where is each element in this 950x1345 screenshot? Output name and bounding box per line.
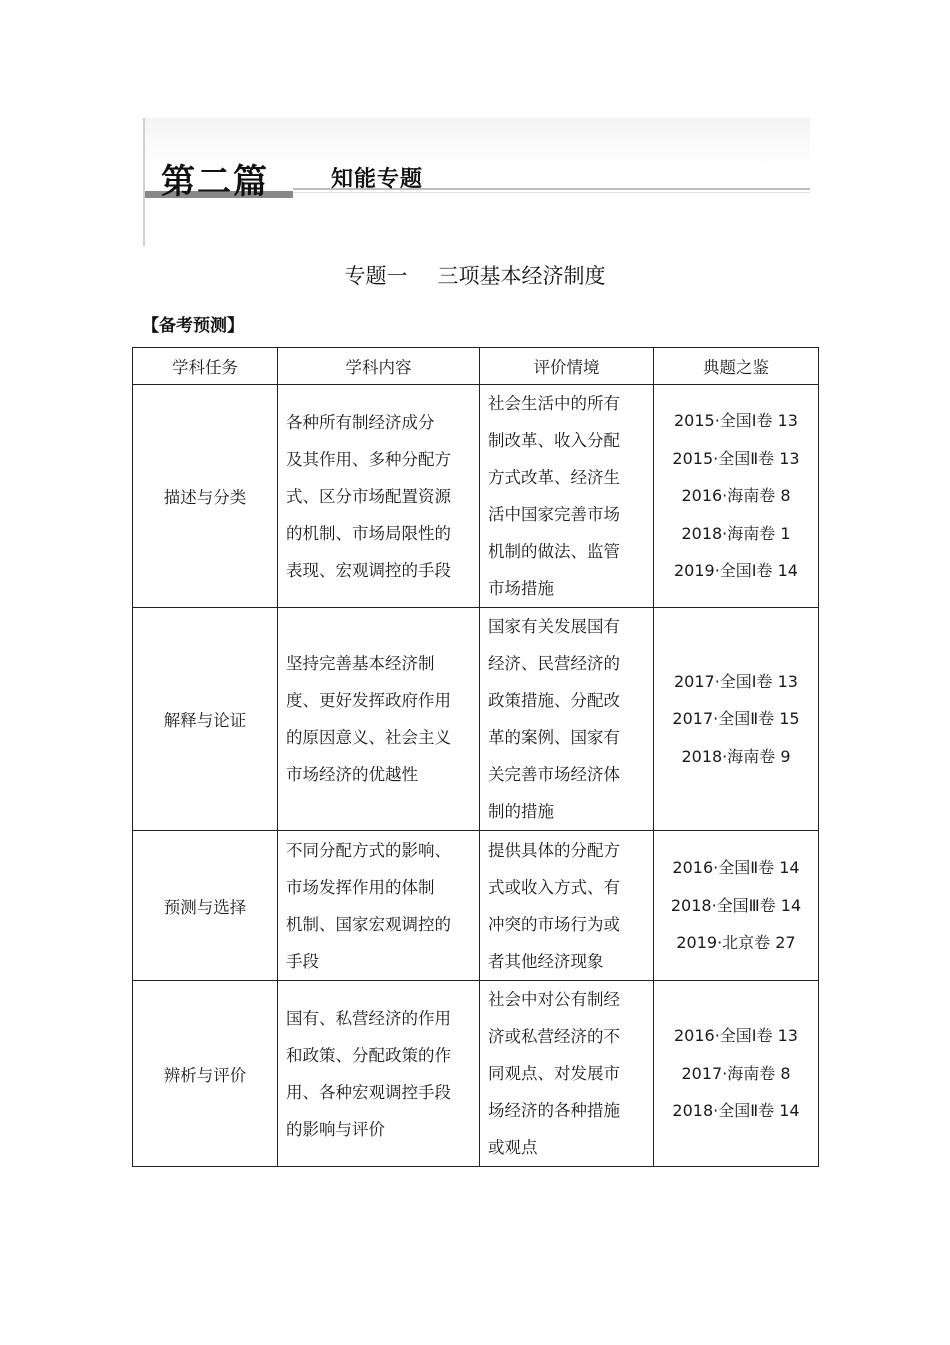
example-line: 2018·全国Ⅱ卷 14 <box>672 1101 800 1121</box>
content-line: 国有、私营经济的作用 <box>286 1008 451 1028</box>
example-line: 2016·全国Ⅰ卷 13 <box>674 1026 798 1046</box>
context-line: 社会中对公有制经 <box>488 990 620 1009</box>
context-line: 政策措施、分配改 <box>488 691 620 710</box>
context-line: 机制的做法、监管 <box>488 542 620 561</box>
banner-part-label: 第二篇 <box>161 162 269 202</box>
context-line: 提供具体的分配方 <box>488 840 620 860</box>
examples-cell <box>654 831 819 981</box>
content-line: 手段 <box>286 951 319 971</box>
section-banner <box>143 118 810 246</box>
context-line: 或观点 <box>488 1138 538 1157</box>
context-cell <box>480 608 654 831</box>
page-title <box>0 260 950 290</box>
topic-number: 专题一 <box>344 264 408 288</box>
topic-name: 三项基本经济制度 <box>437 264 606 288</box>
example-line: 2019·全国Ⅰ卷 14 <box>674 561 798 581</box>
content-line: 和政策、分配政策的作 <box>286 1045 451 1065</box>
content-line: 用、各种宏观调控手段 <box>286 1082 451 1102</box>
example-line: 2015·全国Ⅱ卷 13 <box>672 448 800 468</box>
task-cell: 辨析与评价 <box>133 981 278 1167</box>
content-line: 不同分配方式的影响、 <box>286 840 451 860</box>
content-line: 及其作用、多种分配方 <box>286 449 451 469</box>
context-line: 国家有关发展国有 <box>488 617 620 636</box>
header-examples: 典题之鉴 <box>654 348 819 385</box>
context-cell <box>480 831 654 981</box>
content-line: 度、更好发挥政府作用 <box>286 691 451 710</box>
context-line: 革的案例、国家有 <box>488 728 620 747</box>
context-cell <box>480 385 654 608</box>
content-line: 坚持完善基本经济制 <box>286 654 435 673</box>
section-label: 【备考预测】 <box>142 316 244 336</box>
header-task: 学科任务 <box>133 348 278 385</box>
context-line: 社会生活中的所有 <box>488 394 620 413</box>
example-line: 2016·全国Ⅱ卷 14 <box>672 858 800 878</box>
context-line: 市场措施 <box>488 579 554 598</box>
context-line: 式或收入方式、有 <box>488 877 620 897</box>
content-line: 市场经济的优越性 <box>286 765 418 784</box>
example-line: 2017·全国Ⅱ卷 15 <box>672 709 800 729</box>
header-content: 学科内容 <box>278 348 480 385</box>
table-row <box>133 608 819 831</box>
example-line: 2019·北京卷 27 <box>676 933 796 953</box>
task-cell: 描述与分类 <box>133 385 278 608</box>
example-line: 2018·全国Ⅲ卷 14 <box>670 895 802 915</box>
content-line: 的机制、市场局限性的 <box>286 523 451 543</box>
content-cell <box>278 981 480 1167</box>
content-cell <box>278 385 480 608</box>
content-line: 各种所有制经济成分 <box>286 412 435 432</box>
task-cell: 解释与论证 <box>133 608 278 831</box>
example-line: 2015·全国Ⅰ卷 13 <box>674 411 798 431</box>
context-line: 冲突的市场行为或 <box>488 914 620 934</box>
example-line: 2016·海南卷 8 <box>681 486 791 506</box>
context-line: 者其他经济现象 <box>488 951 604 971</box>
context-line: 关完善市场经济体 <box>488 765 620 784</box>
context-line: 济或私营经济的不 <box>488 1027 620 1046</box>
context-line: 场经济的各种措施 <box>488 1101 620 1120</box>
content-line: 式、区分市场配置资源 <box>286 486 451 506</box>
header-context: 评价情境 <box>480 348 654 385</box>
example-line: 2017·全国Ⅰ卷 13 <box>674 671 798 691</box>
context-cell <box>480 981 654 1167</box>
content-line: 的影响与评价 <box>286 1119 385 1139</box>
examples-cell <box>654 385 819 608</box>
example-line: 2018·海南卷 9 <box>681 746 791 766</box>
banner-subtitle: 知能专题 <box>331 166 424 192</box>
example-line: 2017·海南卷 8 <box>681 1063 791 1083</box>
context-line: 经济、民营经济的 <box>488 654 620 673</box>
context-line: 制改革、收入分配 <box>488 431 620 450</box>
example-line: 2018·海南卷 1 <box>681 523 791 543</box>
table-row <box>133 981 819 1167</box>
examples-cell <box>654 608 819 831</box>
content-cell <box>278 831 480 981</box>
context-line: 制的措施 <box>488 802 554 821</box>
context-line: 方式改革、经济生 <box>488 468 620 487</box>
context-line: 同观点、对发展市 <box>488 1064 620 1083</box>
table-header-row <box>133 348 819 385</box>
banner-left-edge <box>143 118 145 246</box>
table-row <box>133 831 819 981</box>
content-line: 市场发挥作用的体制 <box>286 877 435 897</box>
context-line: 活中国家完善市场 <box>488 505 620 524</box>
content-line: 表现、宏观调控的手段 <box>286 560 451 580</box>
content-line: 的原因意义、社会主义 <box>286 728 451 747</box>
content-cell <box>278 608 480 831</box>
examples-cell <box>654 981 819 1167</box>
exam-prediction-table <box>132 347 819 1167</box>
content-line: 机制、国家宏观调控的 <box>286 914 451 934</box>
table-row <box>133 385 819 608</box>
task-cell: 预测与选择 <box>133 831 278 981</box>
